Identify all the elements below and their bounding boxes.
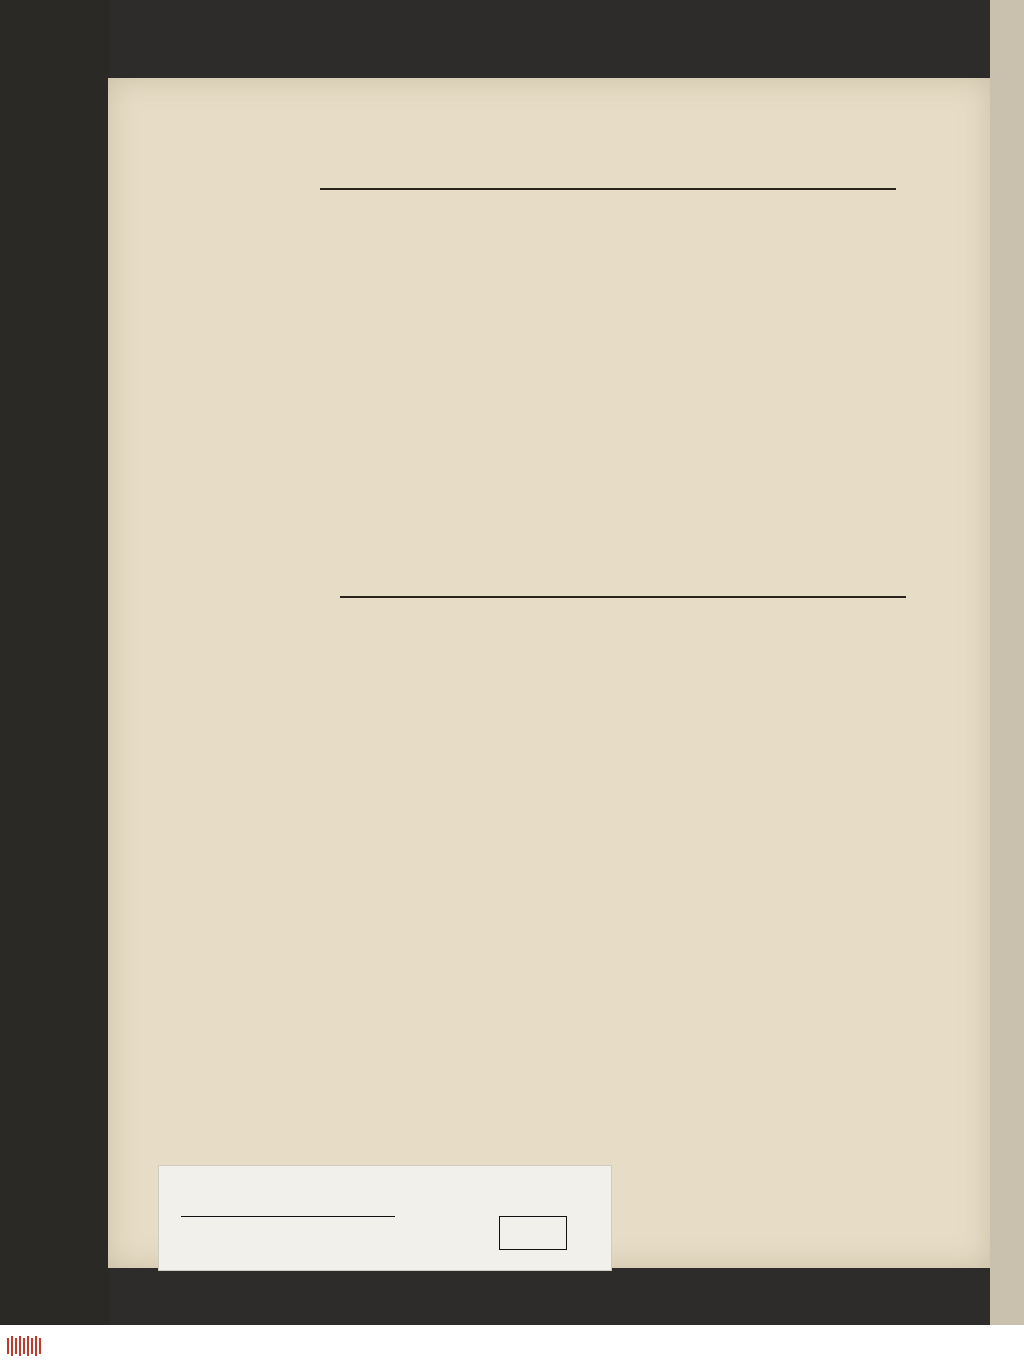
footer-bar [0,1325,1024,1366]
gray-swatch-mid [522,1217,544,1249]
scan-backdrop [0,0,110,1325]
gray-scale-swatches [499,1216,567,1250]
gray-swatch-light [544,1217,566,1249]
book-page [108,78,990,1268]
footnote-rule [340,596,906,598]
ruler [181,1216,395,1242]
library-scale-card [158,1165,612,1271]
gray-swatch-dark [500,1217,522,1249]
hab-logo-icon [6,1334,42,1358]
page-header [322,162,892,190]
page-edge-strip [990,0,1024,1325]
header-rule [320,188,896,190]
